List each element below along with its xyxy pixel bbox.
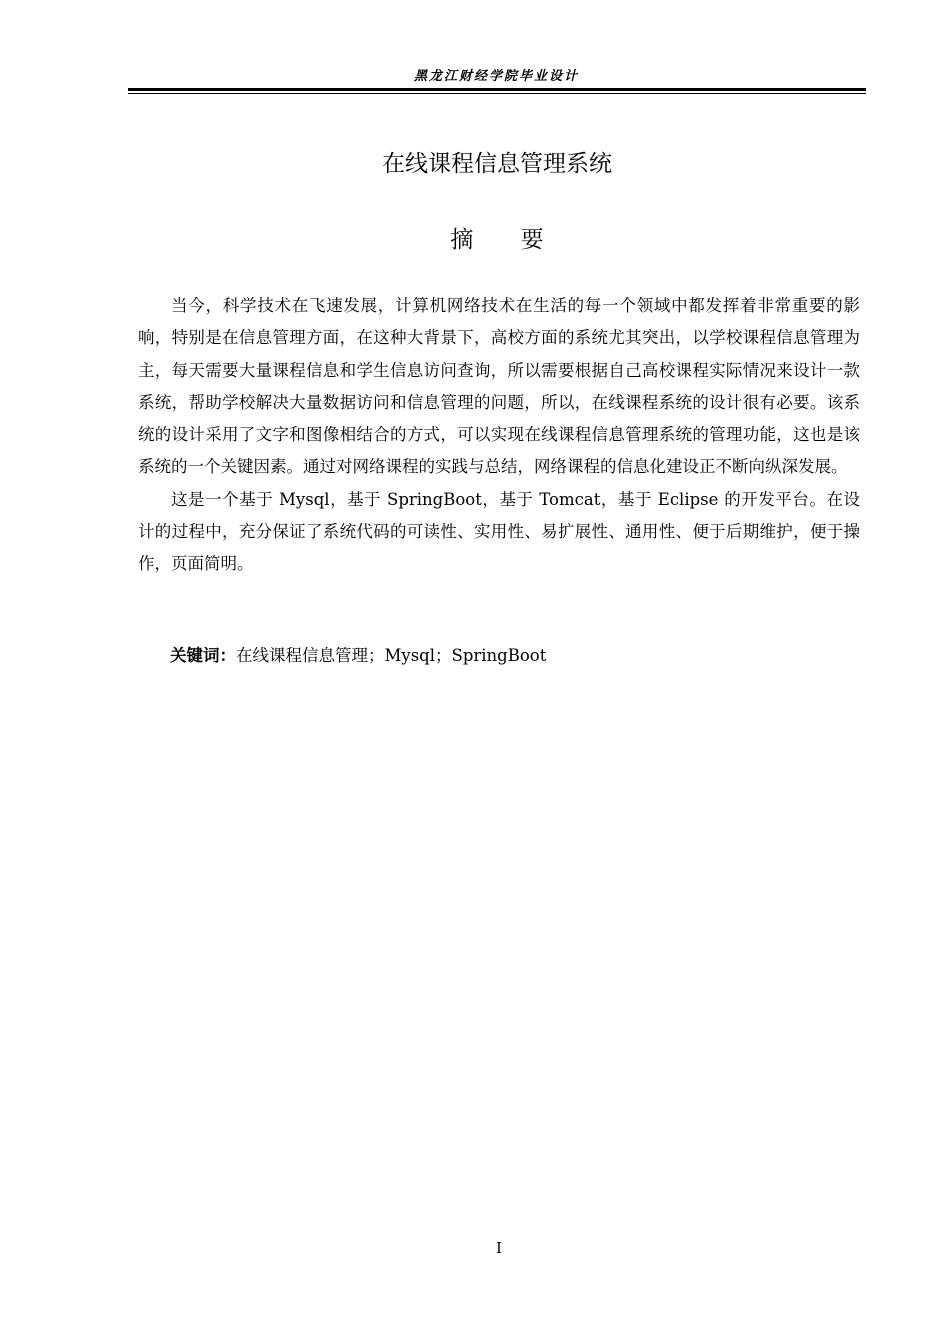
keywords-line <box>170 640 546 672</box>
keywords-label: 关键词： <box>170 646 236 665</box>
running-header: 黑龙江财经学院毕业设计 <box>413 69 579 84</box>
abstract-paragraph-1: 当今，科学技术在飞速发展，计算机网络技术在生活的每一个领域中都发挥着非常重要的影响，特别是在信息管理方面，在这种大背景下，高校方面的系统尤其突出，以学校课程信息管理为主，每天需要大量课程信息和学生信息访问查询，所以需要根据自己高校课程实际情况来设计一款系统，帮助学校解决大量数据访问和信息管理的问题，所以，在线课程系统的设计很有必要。该系统的设计采用了文字和图像相结合的方式，可以实现在线课程信息管理系统的管理功能，这也是该系统的一个关键因素。通过对网络课程的实践与总结，网络课程的信息化建设正不断向纵深发展。 <box>138 296 860 477</box>
header-rule-thin <box>128 93 866 94</box>
page-number: I <box>496 1239 502 1257</box>
abstract-paragraph-2: 这是一个基于 Mysql，基于 SpringBoot，基于 Tomcat，基于 Eclipse 的开发平台。在设计的过程中，充分保证了系统代码的可读性、实用性、易扩展性、通用性、便于后期维护，便于操作，页面简明。 <box>138 489 860 574</box>
abstract-body <box>138 290 860 581</box>
abstract-heading: 摘 要 <box>450 227 544 253</box>
header-rule-thick <box>128 88 866 91</box>
document-title: 在线课程信息管理系统 <box>382 151 612 177</box>
keywords-text: 在线课程信息管理；Mysql；SpringBoot <box>236 646 547 665</box>
